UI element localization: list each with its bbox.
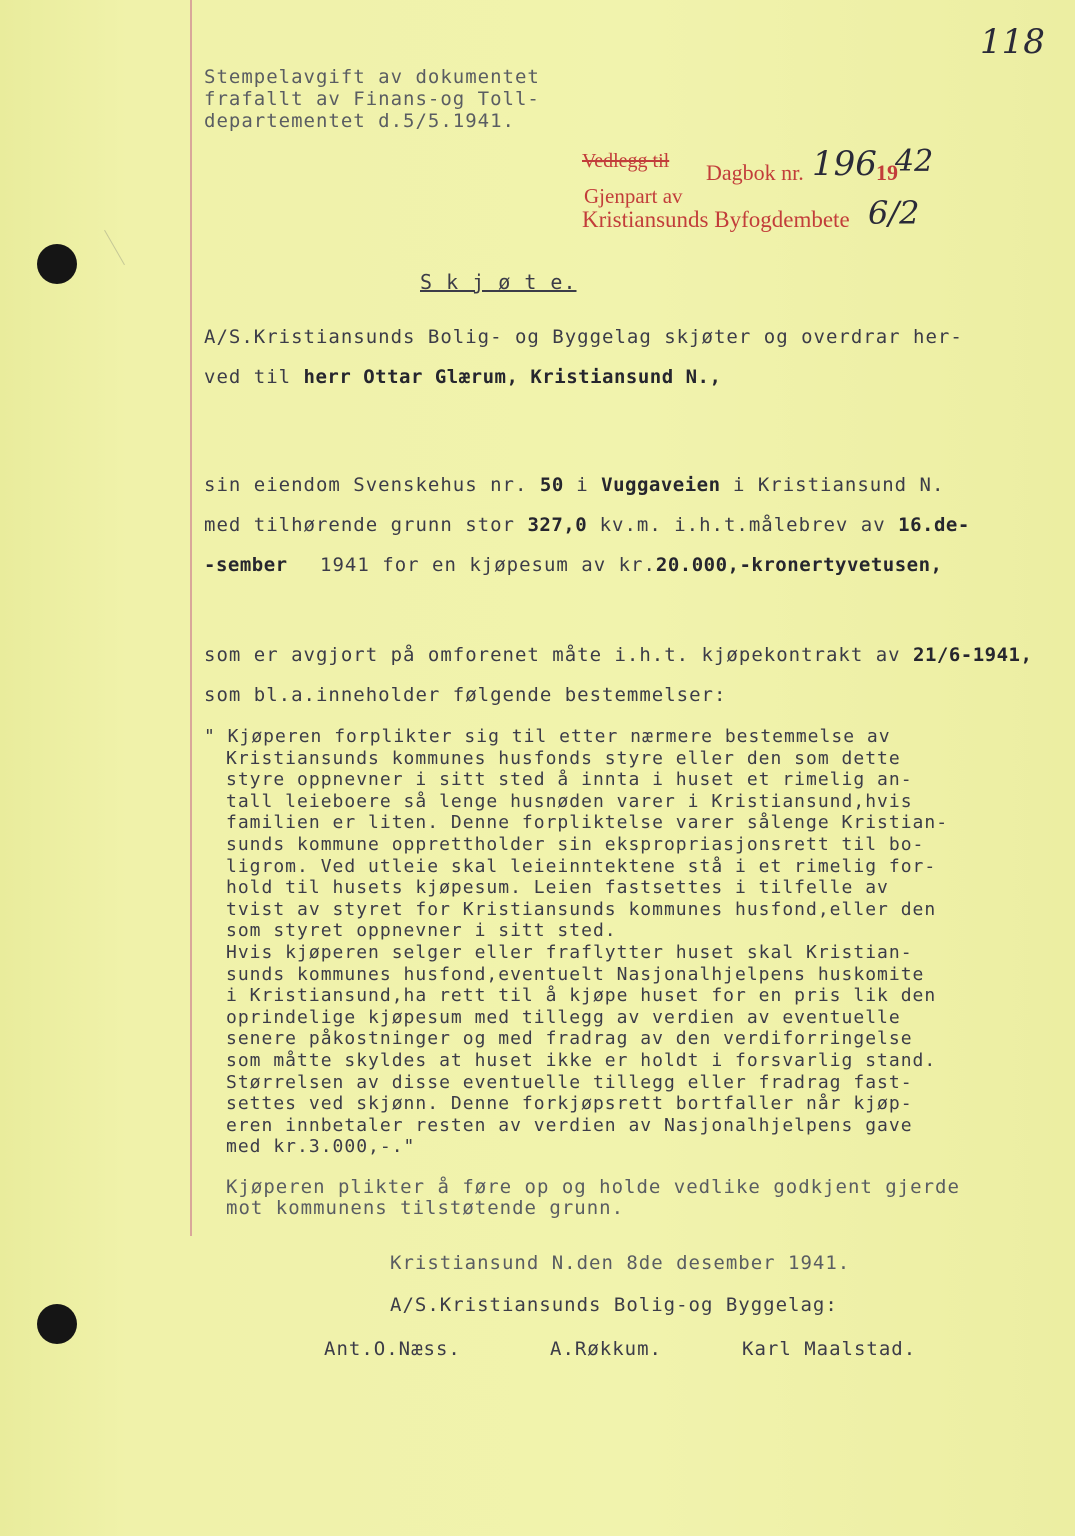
purchase-price: 20.000,-kronertyvetusen, bbox=[655, 554, 943, 576]
terms-line: senere påkostninger og med fradrag av den verdiforringelse bbox=[226, 1028, 913, 1050]
terms-line: med kr.3.000,-." bbox=[226, 1136, 416, 1158]
contract-date: 21/6-1941, bbox=[913, 644, 1033, 666]
quoted-terms bbox=[204, 726, 948, 1158]
agreement-prefix: som er avgjort på omforenet måte i.h.t. kjøpekontrakt av bbox=[204, 644, 901, 666]
stamp-duty-line-2: frafallt av Finans-og Toll- bbox=[204, 88, 540, 110]
property-prefix: sin eiendom Svenskehus nr. bbox=[204, 474, 528, 496]
page-number: 118 bbox=[980, 22, 1045, 62]
property-line-3 bbox=[204, 554, 942, 576]
pencil-mark bbox=[104, 215, 151, 265]
street-name: Vuggaveien bbox=[601, 474, 721, 496]
house-number: 50 bbox=[539, 474, 564, 496]
terms-line: familien er liten. Denne forpliktelse varer sålenge Kristian- bbox=[226, 812, 949, 834]
agreement-line-1 bbox=[204, 644, 1032, 666]
intro-prefix: ved til bbox=[204, 366, 292, 388]
survey-year: 1941 bbox=[320, 554, 370, 576]
fence-clause-line-1: Kjøperen plikter å føre op og holde vedlike godkjent gjerde bbox=[226, 1176, 960, 1198]
terms-line: " Kjøperen forplikter sig til etter nærmere bestemmelse av bbox=[204, 726, 891, 747]
handwritten-stamp-date: 6/2 bbox=[868, 194, 920, 232]
survey-date-part-1: 16.de- bbox=[898, 514, 970, 536]
stamp-dagbok-label: Dagbok nr. bbox=[706, 160, 804, 185]
terms-line: hold til husets kjøpesum. Leien fastsettes i tilfelle av bbox=[226, 877, 889, 899]
document-title: S k j ø t e. bbox=[420, 270, 577, 294]
terms-line: Kristiansunds kommunes husfonds styre eller den som dette bbox=[226, 747, 901, 769]
terms-line: tall leieboere så lenge husnøden varer i Kristiansund,hvis bbox=[226, 790, 913, 812]
terms-line: eren innbetaler resten av verdien av Nasjonalhjelpens gave bbox=[226, 1114, 913, 1136]
stamp-duty-line-3: departementet d.5/5.1941. bbox=[204, 110, 515, 132]
property-line-1 bbox=[204, 474, 944, 496]
property-location: i Kristiansund N. bbox=[732, 474, 945, 496]
place-and-date: Kristiansund N.den 8de desember 1941. bbox=[390, 1252, 851, 1274]
terms-line: som måtte skyldes at huset ikke er holdt i forsvarlig stand. bbox=[226, 1049, 937, 1071]
terms-line: oprindelige kjøpesum med tillegg av verdien av eventuelle bbox=[226, 1006, 901, 1028]
terms-line: tvist av styret for Kristiansunds kommunes husfond,eller den bbox=[226, 898, 937, 920]
signatory-1: Ant.O.Næss. bbox=[324, 1338, 461, 1360]
buyer-name: herr Ottar Glærum, Kristiansund N., bbox=[303, 366, 722, 388]
plot-mid: kv.m. i.h.t.målebrev av bbox=[599, 514, 886, 536]
fence-clause-line-2: mot kommunens tilstøtende grunn. bbox=[226, 1197, 625, 1219]
signatory-2: A.Røkkum. bbox=[550, 1338, 662, 1360]
terms-line: sunds kommunes husfond,eventuelt Nasjonalhjelpens huskomite bbox=[226, 963, 925, 985]
signatory-3: Karl Maalstad. bbox=[742, 1338, 917, 1360]
margin-rule bbox=[190, 0, 192, 1236]
terms-line: Størrelsen av disse eventuelle tillegg eller fradrag fast- bbox=[226, 1071, 913, 1093]
stamp-crossed-prefix: Vedlegg til bbox=[582, 150, 670, 172]
property-mid: i bbox=[576, 474, 589, 496]
plot-area: 327,0 bbox=[527, 514, 588, 536]
terms-line: som styret oppnevner i sitt sted. bbox=[226, 920, 617, 942]
company-name: A/S.Kristiansunds Bolig-og Byggelag: bbox=[390, 1294, 838, 1316]
price-prefix: for en kjøpesum av kr. bbox=[382, 554, 656, 576]
plot-prefix: med tilhørende grunn stor bbox=[204, 514, 515, 536]
terms-line: ligrom. Ved utleie skal leieinntektene stå i et rimelig for- bbox=[226, 855, 937, 877]
terms-line: styre oppnevner i sitt sted å innta i huset et rimelig an- bbox=[226, 769, 913, 791]
stamp-copy-label: Gjenpart av bbox=[584, 184, 683, 208]
stamp-year-prefix: 19 bbox=[876, 160, 898, 185]
agreement-line-2: som bl.a.inneholder følgende bestemmelser: bbox=[204, 684, 727, 706]
terms-line: sunds kommune opprettholder sin ekspropriasjonsrett til bo- bbox=[226, 833, 925, 855]
handwritten-year-suffix: 42 bbox=[895, 144, 934, 179]
stamp-office: Kristiansunds Byfogdembete bbox=[582, 207, 850, 232]
property-line-2 bbox=[204, 514, 970, 536]
survey-date-part-2: -sember bbox=[204, 554, 288, 576]
terms-line: Hvis kjøperen selger eller fraflytter huset skal Kristian- bbox=[226, 941, 913, 963]
intro-line-2 bbox=[204, 366, 721, 388]
terms-line: settes ved skjønn. Denne forkjøpsrett bortfaller når kjøp- bbox=[226, 1093, 913, 1115]
punch-hole-top bbox=[37, 244, 77, 284]
stamp-duty-line-1: Stempelavgift av dokumentet bbox=[204, 66, 540, 88]
intro-line-1: A/S.Kristiansunds Bolig- og Byggelag skjøter og overdrar her- bbox=[204, 326, 963, 348]
punch-hole-bottom bbox=[37, 1304, 77, 1344]
handwritten-dagbok-number: 196 bbox=[812, 144, 877, 184]
terms-line: i Kristiansund,ha rett til å kjøpe huset for en pris lik den bbox=[226, 985, 937, 1007]
